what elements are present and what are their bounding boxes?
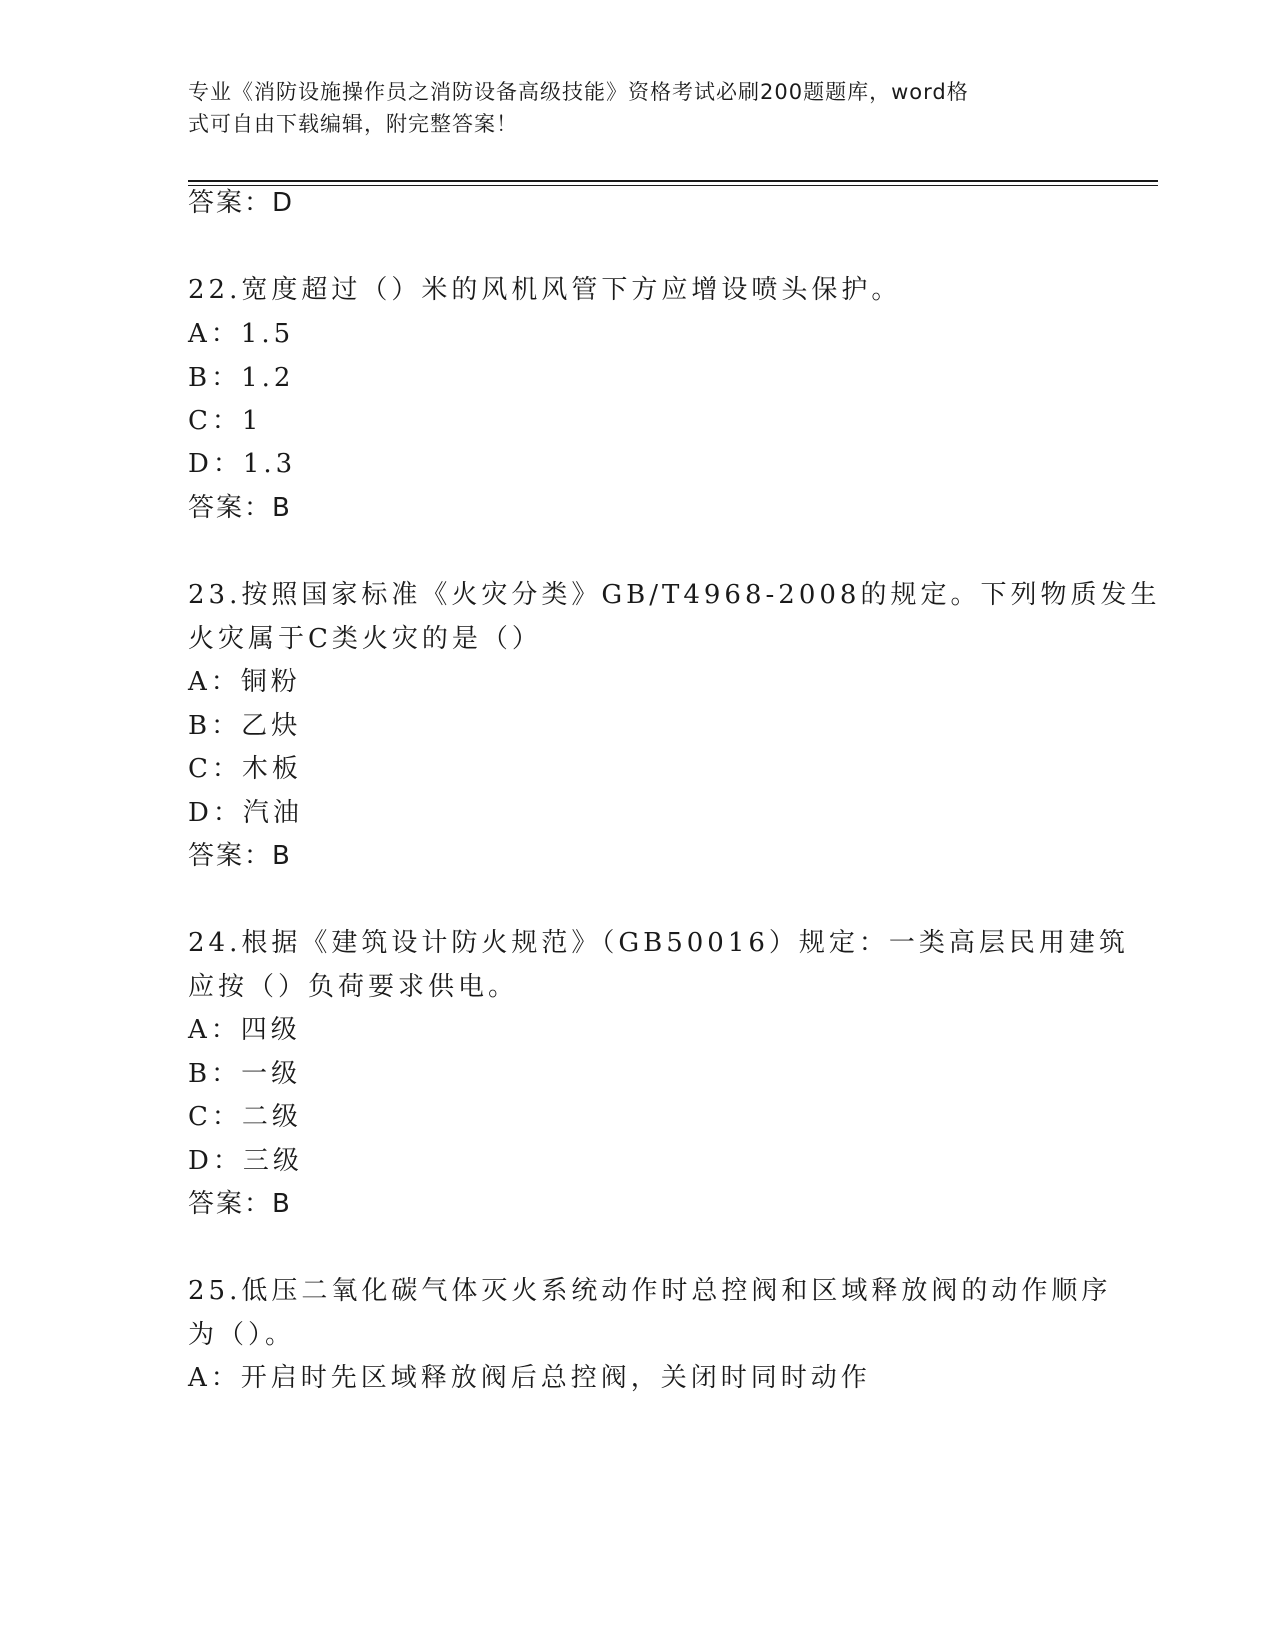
question-22-answer: 答案：B: [188, 493, 292, 523]
header-line-1: 专业《消防设施操作员之消防设备高级技能》资格考试必刷200题题库，word格: [188, 80, 969, 104]
document-header: [188, 76, 1068, 140]
question-22-option-c: C：1: [188, 406, 263, 436]
question-23-stem-line-2: 火灾属于C类火灾的是（）: [188, 624, 542, 654]
question-23-answer: 答案：B: [188, 841, 292, 871]
question-25-stem-line-1: 25.低压二氧化碳气体灭火系统动作时总控阀和区域释放阀的动作顺序: [188, 1276, 1112, 1306]
question-23-option-c: C：木板: [188, 754, 302, 784]
question-24-option-d: D：三级: [188, 1146, 303, 1176]
question-22-stem: 22.宽度超过（）米的风机风管下方应增设喷头保护。: [188, 275, 902, 305]
question-22-option-b: B：1.2: [188, 363, 295, 393]
question-24-stem-line-2: 应按（）负荷要求供电。: [188, 972, 519, 1002]
question-25-option-a: A：开启时先区域释放阀后总控阀，关闭时同时动作: [188, 1363, 871, 1393]
question-24-option-c: C：二级: [188, 1102, 302, 1132]
question-22-option-a: A：1.5: [188, 319, 295, 349]
question-24-answer: 答案：B: [188, 1189, 292, 1219]
question-24-stem-line-1: 24.根据《建筑设计防火规范》（GB50016）规定：一类高层民用建筑: [188, 928, 1129, 958]
question-24-option-a: A：四级: [188, 1015, 301, 1045]
header-divider-thin: [188, 185, 1158, 186]
question-22-option-d: D：1.3: [188, 449, 297, 479]
question-23-stem-line-1: 23.按照国家标准《火灾分类》GB/T4968-2008的规定。下列物质发生: [188, 580, 1161, 610]
question-23-option-d: D：汽油: [188, 798, 303, 828]
header-divider-thick: [188, 180, 1158, 182]
question-23-option-b: B：乙炔: [188, 711, 302, 741]
question-25-stem-line-2: 为（）。: [188, 1320, 296, 1350]
question-23-option-a: A：铜粉: [188, 667, 301, 697]
previous-answer: 答案：D: [188, 188, 295, 218]
header-line-2: 式可自由下载编辑，附完整答案！: [188, 112, 518, 136]
question-24-option-b: B：一级: [188, 1059, 302, 1089]
